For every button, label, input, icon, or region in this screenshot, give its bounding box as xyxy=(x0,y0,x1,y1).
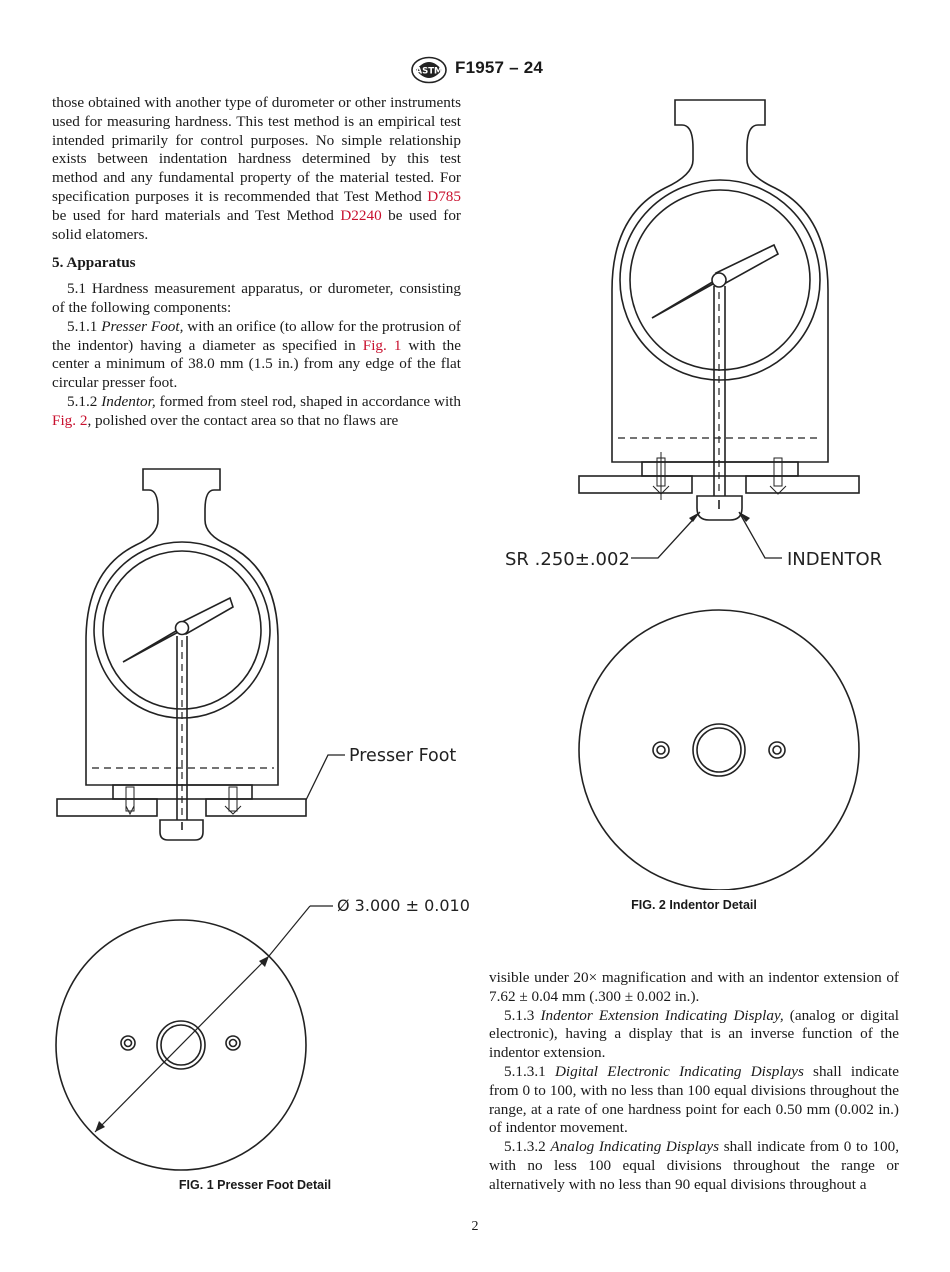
page-header xyxy=(0,56,950,86)
label-presser-foot: Presser Foot xyxy=(349,746,457,766)
paragraph-5-1-3: 5.1.3 Indentor Extension Indicating Display, (analog or digital electronic), having a display that is an inverse function of the indentor extension. xyxy=(489,1006,900,1062)
astm-logo-icon xyxy=(410,56,448,84)
paragraph-5-1: 5.1 Hardness measurement apparatus, or durometer, consisting of the following components: xyxy=(52,280,461,316)
paragraph-5-1-2: 5.1.2 Indentor, formed from steel rod, shaped in accordance with Fig. 2, polished over the contact area so that no flaws are xyxy=(52,392,462,429)
presser-foot-left xyxy=(57,799,157,816)
logo-text: ASTM xyxy=(415,66,443,77)
paragraph-5-1-3-1: 5.1.3.1 Digital Electronic Indicating Displays shall indicate from 0 to 100, with no less than 100 equal divisions throughout the range, at a rate of one hardness point for each 0.50 mm (0.002 in.) of indentor movement. xyxy=(489,1062,899,1137)
figure-2-drawing xyxy=(480,90,920,890)
right-column-text xyxy=(489,969,899,1195)
presser-foot-right xyxy=(206,799,306,816)
document-designation: F1957 – 24 xyxy=(455,58,544,77)
link-fig-1[interactable]: Fig. 1 xyxy=(362,336,402,354)
link-fig-2[interactable]: Fig. 2 xyxy=(52,411,88,429)
figure-2-caption: FIG. 2 Indentor Detail xyxy=(631,898,757,912)
link-d2240[interactable]: D2240 xyxy=(340,206,382,224)
label-indentor: INDENTOR xyxy=(787,549,883,570)
figure-1-drawing xyxy=(0,460,475,1200)
indentor-disc xyxy=(579,610,859,890)
paragraph-indentor-continued: visible under 20× magnification and with an indentor extension of 7.62 ± 0.04 mm (.300 ± 0.002 in.). xyxy=(489,969,899,1005)
link-d785[interactable]: D785 xyxy=(427,187,461,205)
paragraph-5-1-1: 5.1.1 Presser Foot, with an orifice (to allow for the protrusion of the indentor) having a diameter as specified in Fig. 1 with the center a minimum of 38.0 mm (1.5 in.) from any edge of the flat circular presser foot. xyxy=(52,317,461,392)
paragraph-intro: those obtained with another type of durometer or other instruments used for measuring hardness. This test method is an empirical test intended primarily for control purposes. No simple relationship exists between indentation hardness determined by this test method and any fundamental property of the material tested. For specification purposes it is recommended that Test Method D785 be used for hard materials and Test Method D2240 be used for solid elatomers. xyxy=(52,94,461,243)
section-heading-apparatus: 5. Apparatus xyxy=(52,254,136,272)
page-number: 2 xyxy=(471,1219,479,1234)
figure-1-caption: FIG. 1 Presser Foot Detail xyxy=(178,1178,332,1192)
left-column-text xyxy=(52,94,461,431)
paragraph-5-1-3-2: 5.1.3.2 Analog Indicating Displays shall indicate from 0 to 100, with no less 100 equal divisions throughout the range or alternatively with no less than 90 equal divisions throughout a xyxy=(489,1138,900,1193)
label-diameter: Ø 3.000 ± 0.010 xyxy=(337,896,470,915)
label-radius: SR .250±.002 xyxy=(505,549,630,570)
